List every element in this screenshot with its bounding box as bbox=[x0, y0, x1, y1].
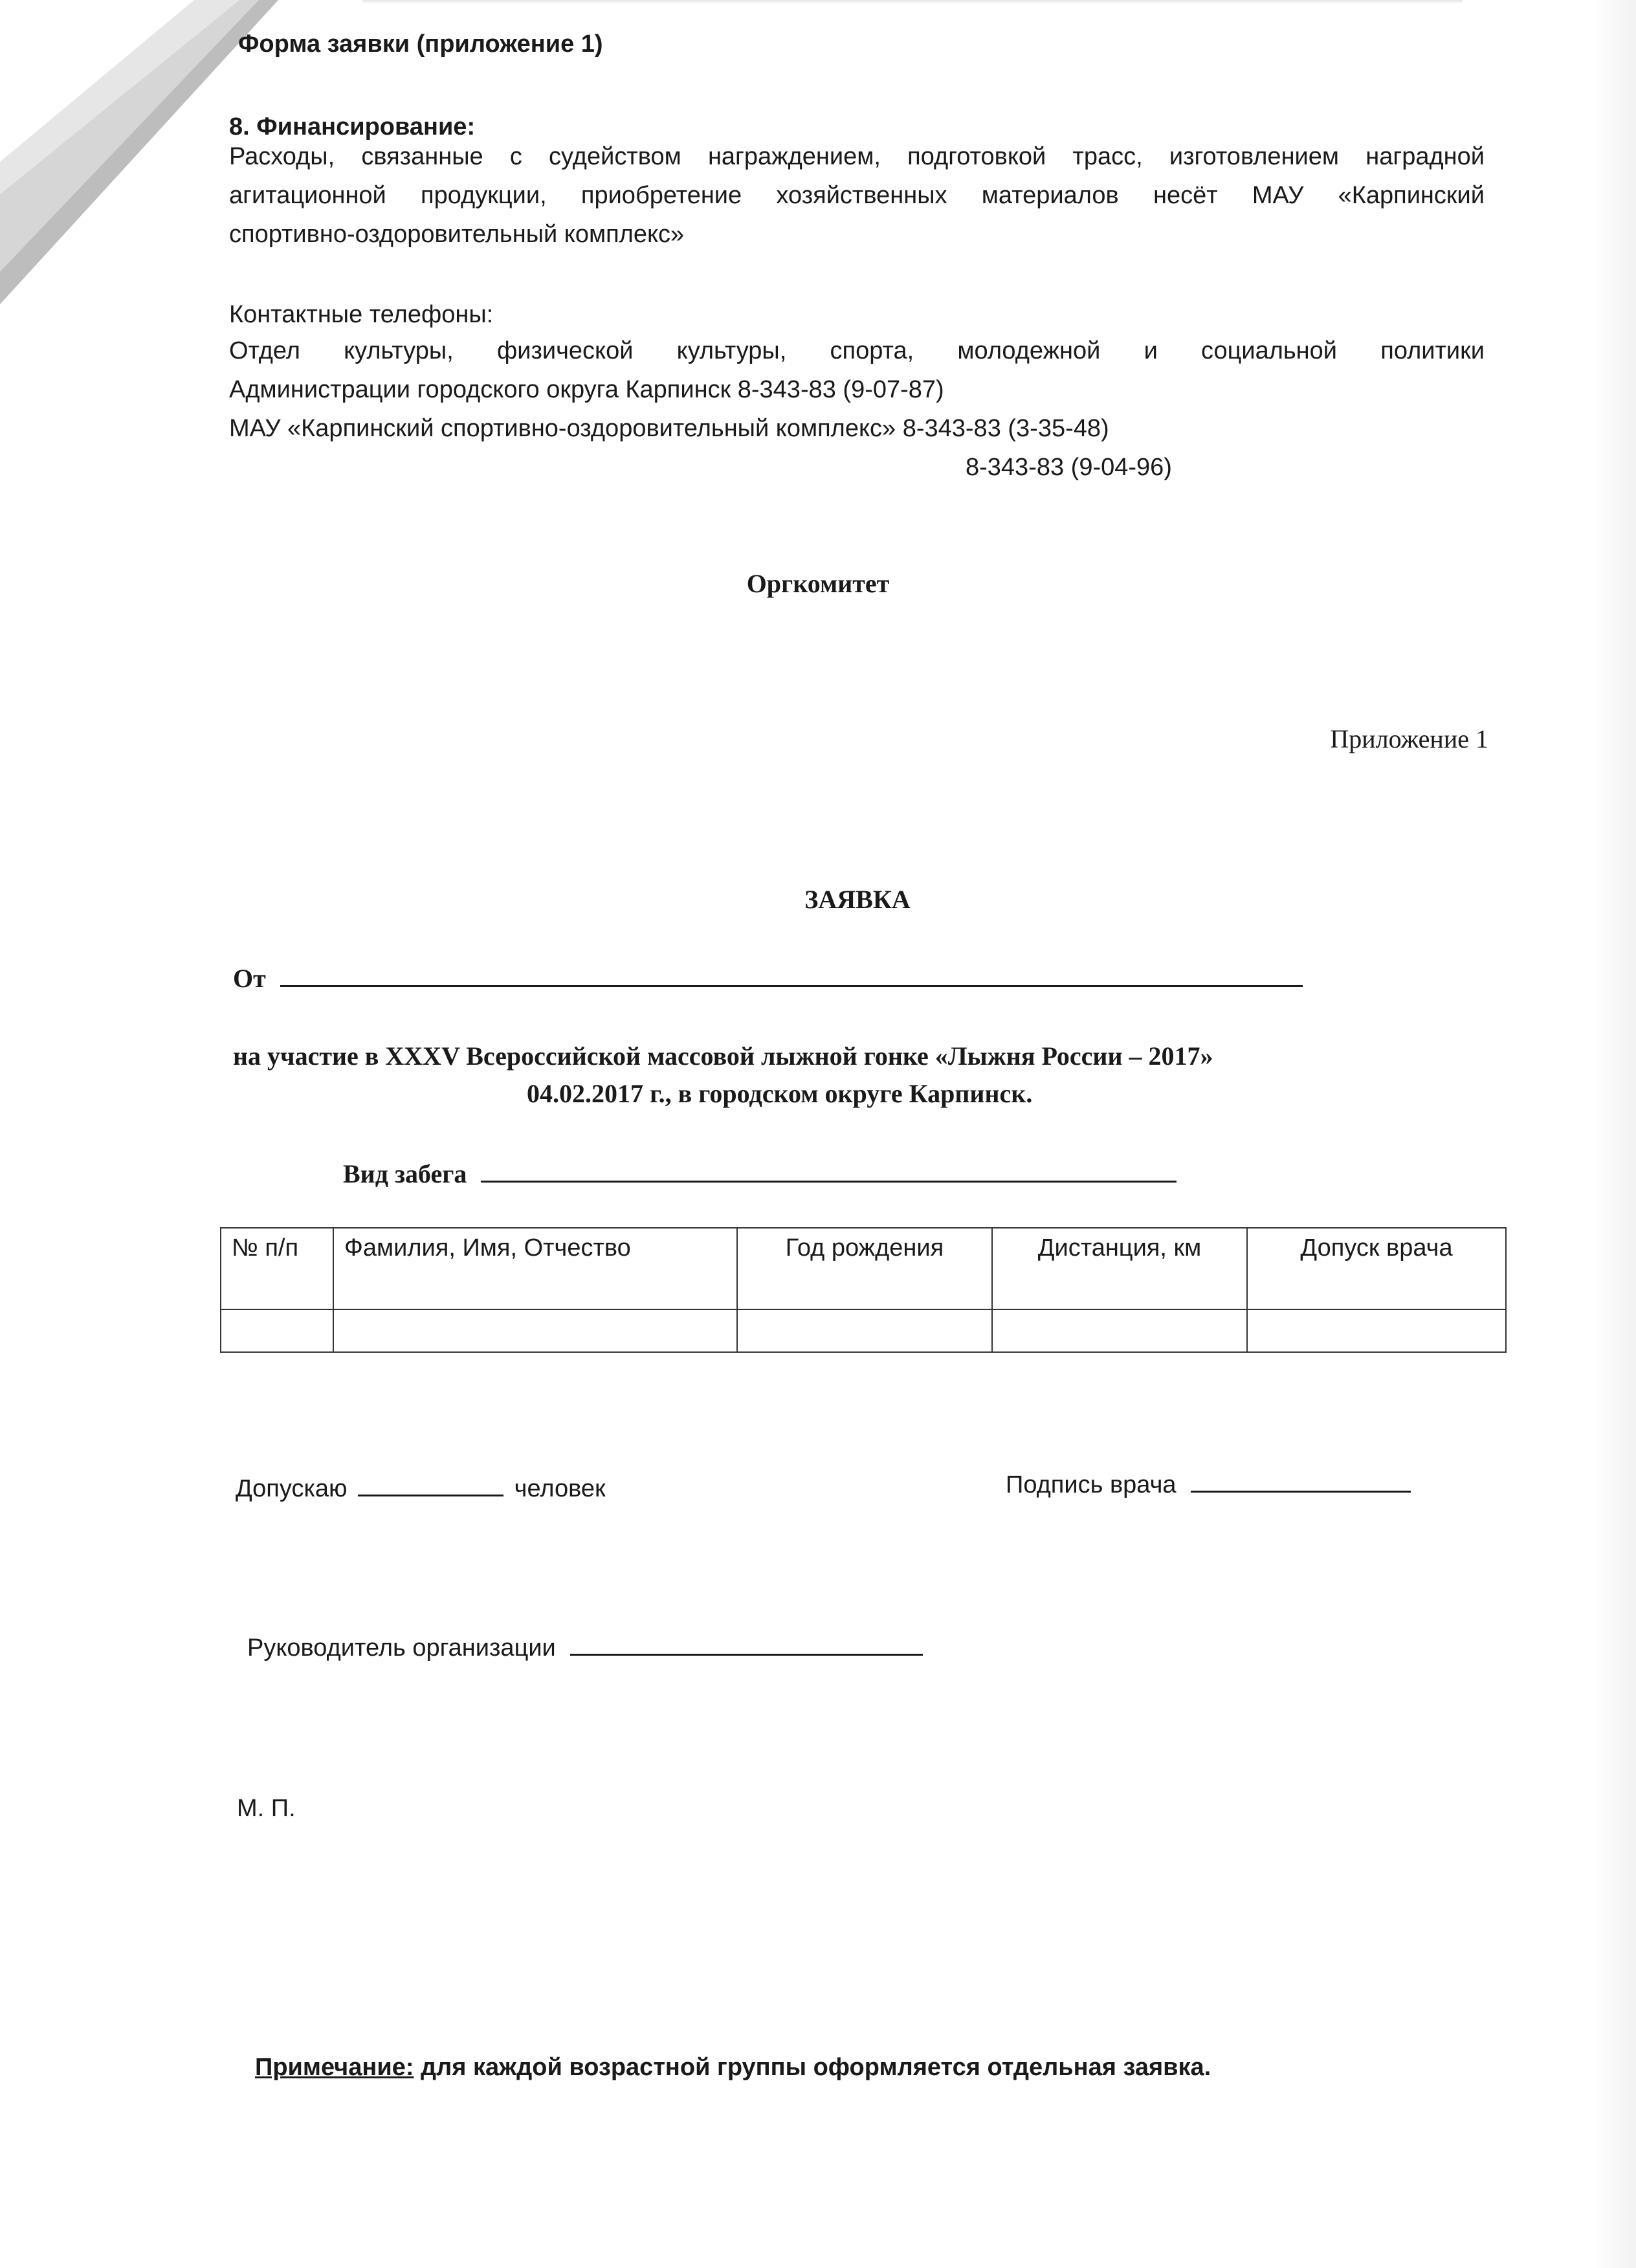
financing-heading: 8. Финансирование: bbox=[229, 113, 476, 140]
financing-line-3: спортивно-оздоровительный комплекс» bbox=[229, 221, 685, 248]
cell-distance[interactable] bbox=[992, 1309, 1247, 1352]
cell-doctor-admission[interactable] bbox=[1247, 1309, 1506, 1352]
form-title: Форма заявки (приложение 1) bbox=[238, 30, 603, 58]
note-text: для каждой возрастной группы оформляется отдельная заявка. bbox=[414, 2054, 1211, 2081]
header-number: № п/п bbox=[221, 1228, 333, 1309]
note-row bbox=[255, 2052, 1211, 2083]
orgcommittee-heading: Оргкомитет bbox=[746, 569, 890, 598]
head-label: Руководитель организации bbox=[247, 1634, 556, 1662]
contacts-line-1: Отдел культуры, физической культуры, спорта, молодежной и социальной политики bbox=[229, 337, 1485, 364]
financing-line-2: агитационной продукции, приобретение хозяйственных материалов несёт МАУ «Карпинский bbox=[229, 182, 1485, 209]
table-header-row bbox=[221, 1228, 1506, 1309]
race-type-field[interactable] bbox=[481, 1161, 1177, 1183]
header-birth-year: Год рождения bbox=[737, 1228, 992, 1309]
doctor-signature-label: Подпись врача bbox=[1006, 1471, 1177, 1498]
contacts-line-3: МАУ «Карпинский спортивно-оздоровительный комплекс» 8-343-83 (3-35-48) bbox=[229, 415, 1109, 442]
race-type-label: Вид забега bbox=[343, 1159, 467, 1188]
race-type-row bbox=[343, 1159, 1177, 1190]
application-title: ЗАЯВКА bbox=[804, 885, 911, 914]
cell-number[interactable] bbox=[221, 1309, 333, 1352]
participation-line-2: 04.02.2017 г., в городском округе Карпинск. bbox=[527, 1079, 1033, 1108]
table-row bbox=[221, 1309, 1506, 1352]
header-full-name: Фамилия, Имя, Отчество bbox=[333, 1228, 737, 1309]
note-label: Примечание: bbox=[255, 2054, 414, 2081]
cell-full-name[interactable] bbox=[333, 1309, 737, 1352]
header-distance: Дистанция, км bbox=[992, 1228, 1247, 1309]
contacts-line-4: 8-343-83 (9-04-96) bbox=[966, 454, 1172, 481]
top-edge-shadow bbox=[362, 0, 1463, 4]
application-table bbox=[220, 1227, 1507, 1353]
admit-row bbox=[236, 1473, 606, 1504]
cell-birth-year[interactable] bbox=[737, 1309, 992, 1352]
contacts-line-2: Администрации городского округа Карпинск 8-343-83 (9-07-87) bbox=[229, 376, 944, 403]
contacts-heading: Контактные телефоны: bbox=[229, 301, 494, 328]
admit-label: Допускаю bbox=[236, 1475, 348, 1502]
from-row bbox=[233, 963, 1303, 994]
from-field[interactable] bbox=[280, 966, 1303, 987]
doctor-signature-row bbox=[1006, 1469, 1411, 1500]
header-doctor-admission: Допуск врача bbox=[1247, 1228, 1506, 1309]
appendix-label: Приложение 1 bbox=[1330, 724, 1488, 753]
head-signature-field[interactable] bbox=[570, 1634, 923, 1656]
admit-count-field[interactable] bbox=[358, 1475, 503, 1496]
stamp-label: М. П. bbox=[237, 1795, 296, 1822]
right-edge-shadow bbox=[1591, 0, 1636, 2268]
head-row bbox=[247, 1632, 923, 1663]
admit-suffix: человек bbox=[514, 1475, 606, 1502]
participation-line-1: на участие в XXXV Всероссийской массовой лыжной гонке «Лыжня России – 2017» bbox=[233, 1041, 1213, 1071]
from-label: От bbox=[233, 964, 266, 993]
financing-line-1: Расходы, связанные с судейством награждением, подготовкой трасс, изготовлением наградной bbox=[229, 143, 1485, 170]
doctor-signature-field[interactable] bbox=[1191, 1471, 1411, 1493]
